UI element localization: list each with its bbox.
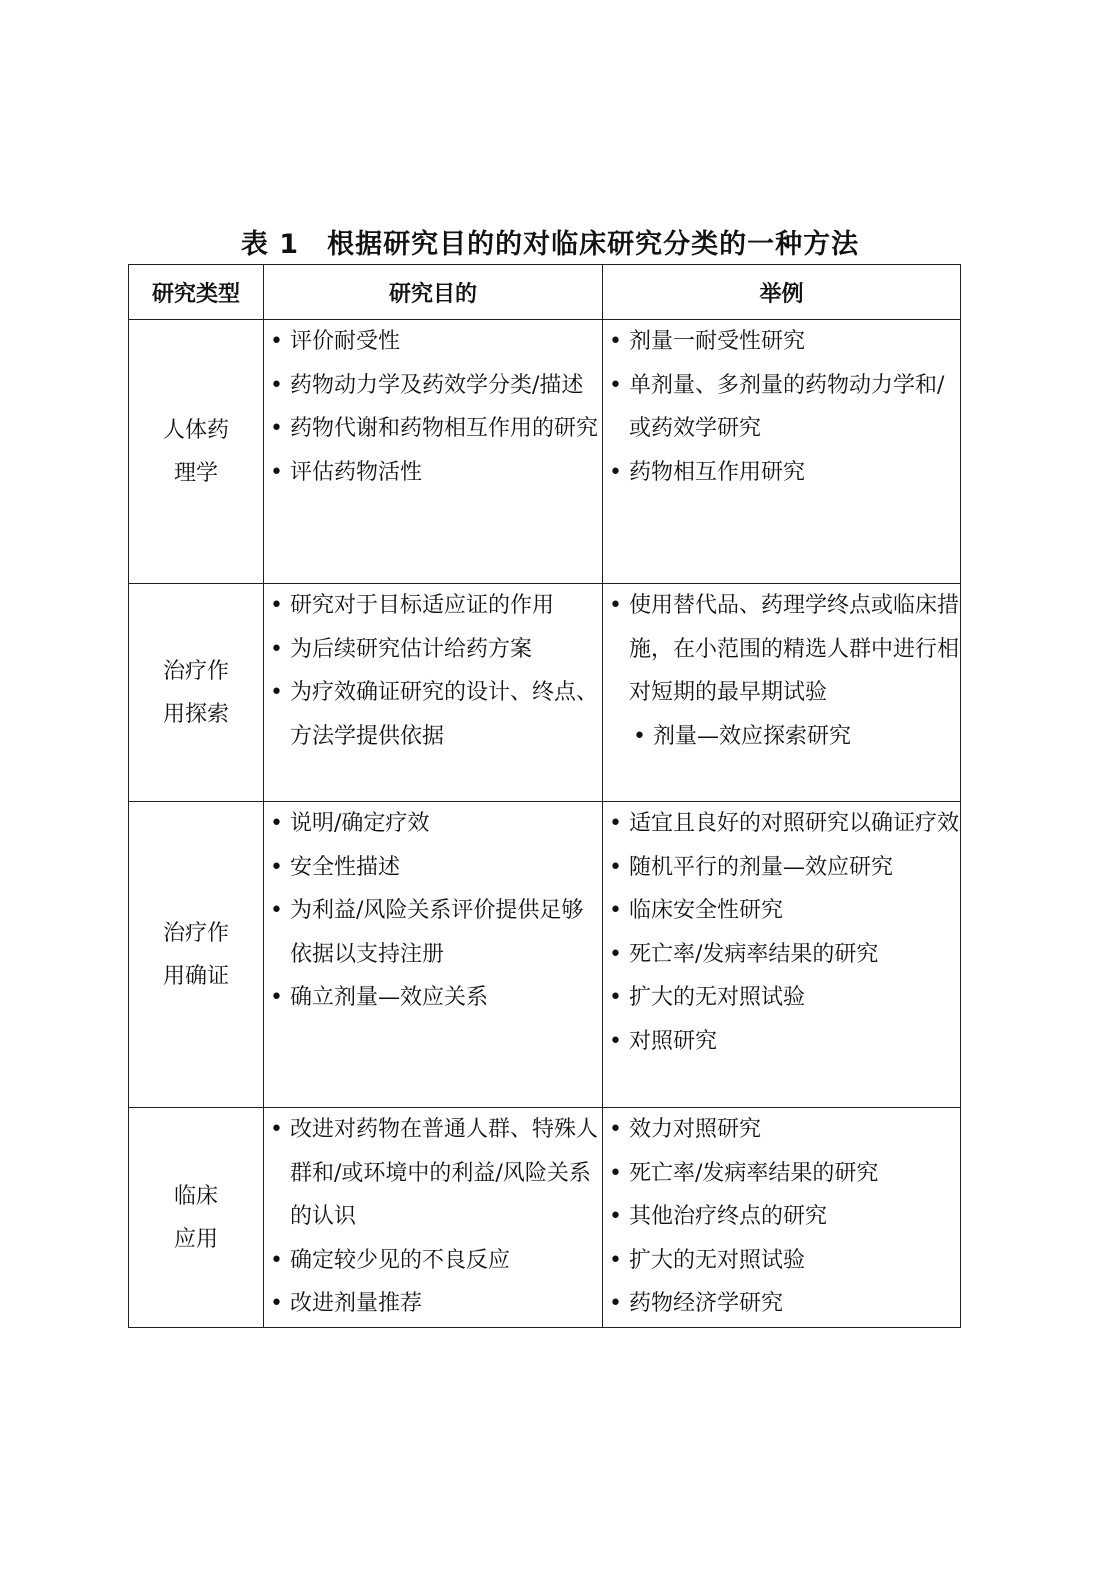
example-item: • 临床安全性研究 xyxy=(603,889,960,933)
research-type-cell xyxy=(129,584,264,802)
example-item: • 效力对照研究 xyxy=(603,1108,960,1152)
example-item: • 剂量—效应探索研究 xyxy=(627,715,960,759)
research-type-line: 用确证 xyxy=(162,963,229,989)
example-item: • 其他治疗终点的研究 xyxy=(603,1195,960,1239)
example-item: • 扩大的无对照试验 xyxy=(603,1239,960,1283)
header-research-purpose: 研究目的 xyxy=(264,265,603,320)
purpose-cell xyxy=(264,1108,603,1328)
purpose-item: • 确定较少见的不良反应 xyxy=(264,1239,602,1283)
table-row xyxy=(129,320,961,584)
research-type-cell xyxy=(129,1108,264,1328)
purpose-item: • 评价耐受性 xyxy=(264,320,602,364)
example-item: • 适宜且良好的对照研究以确证疗效 xyxy=(603,802,960,846)
research-type-line: 人体药 xyxy=(162,417,229,443)
purpose-item: • 为后续研究估计给药方案 xyxy=(264,628,602,672)
purpose-item: • 安全性描述 xyxy=(264,846,602,890)
examples-cell xyxy=(603,584,961,802)
purpose-item: • 药物代谢和药物相互作用的研究 xyxy=(264,407,602,451)
research-type-line: 治疗作 xyxy=(162,920,229,946)
header-examples: 举例 xyxy=(603,265,961,320)
purpose-item: • 改进剂量推荐 xyxy=(264,1282,602,1326)
example-item: • 对照研究 xyxy=(603,1020,960,1064)
purpose-item: • 说明/确定疗效 xyxy=(264,802,602,846)
table-title: 表 1 根据研究目的的对临床研究分类的一种方法 xyxy=(240,229,860,260)
purpose-item: • 为疗效确证研究的设计、终点、方法学提供依据 xyxy=(264,671,602,758)
purpose-cell xyxy=(264,320,603,584)
research-type-cell xyxy=(129,320,264,584)
purpose-item: • 评估药物活性 xyxy=(264,451,602,495)
purpose-item: • 改进对药物在普通人群、特殊人群和/或环境中的利益/风险关系的认识 xyxy=(264,1108,602,1239)
example-item: • 扩大的无对照试验 xyxy=(603,976,960,1020)
table-row xyxy=(129,584,961,802)
example-item: • 药物相互作用研究 xyxy=(603,451,960,495)
purpose-cell xyxy=(264,802,603,1108)
examples-cell xyxy=(603,1108,961,1328)
header-row xyxy=(129,265,961,320)
purpose-cell xyxy=(264,584,603,802)
research-type-line: 应用 xyxy=(173,1226,218,1252)
examples-cell xyxy=(603,802,961,1108)
example-item: • 死亡率/发病率结果的研究 xyxy=(603,933,960,977)
example-item: • 剂量一耐受性研究 xyxy=(603,320,960,364)
table-row xyxy=(129,802,961,1108)
examples-cell xyxy=(603,320,961,584)
purpose-item: • 确立剂量—效应关系 xyxy=(264,976,602,1020)
research-type-line: 用探索 xyxy=(162,701,229,727)
research-type-line: 理学 xyxy=(173,460,218,486)
purpose-item: • 为利益/风险关系评价提供足够依据以支持注册 xyxy=(264,889,602,976)
example-item: • 死亡率/发病率结果的研究 xyxy=(603,1152,960,1196)
research-type-line: 临床 xyxy=(173,1183,218,1209)
purpose-item: • 药物动力学及药效学分类/描述 xyxy=(264,364,602,408)
classification-table xyxy=(128,264,961,1328)
example-item: • 药物经济学研究 xyxy=(603,1282,960,1326)
table-row xyxy=(129,1108,961,1328)
research-type-line: 治疗作 xyxy=(162,658,229,684)
purpose-item: • 研究对于目标适应证的作用 xyxy=(264,584,602,628)
example-item: • 单剂量、多剂量的药物动力学和/或药效学研究 xyxy=(603,364,960,451)
research-type-cell xyxy=(129,802,264,1108)
header-research-type: 研究类型 xyxy=(129,265,264,320)
example-item: • 随机平行的剂量—效应研究 xyxy=(603,846,960,890)
example-item: • 使用替代品、药理学终点或临床措施，在小范围的精选人群中进行相对短期的最早期试验 xyxy=(603,584,960,715)
